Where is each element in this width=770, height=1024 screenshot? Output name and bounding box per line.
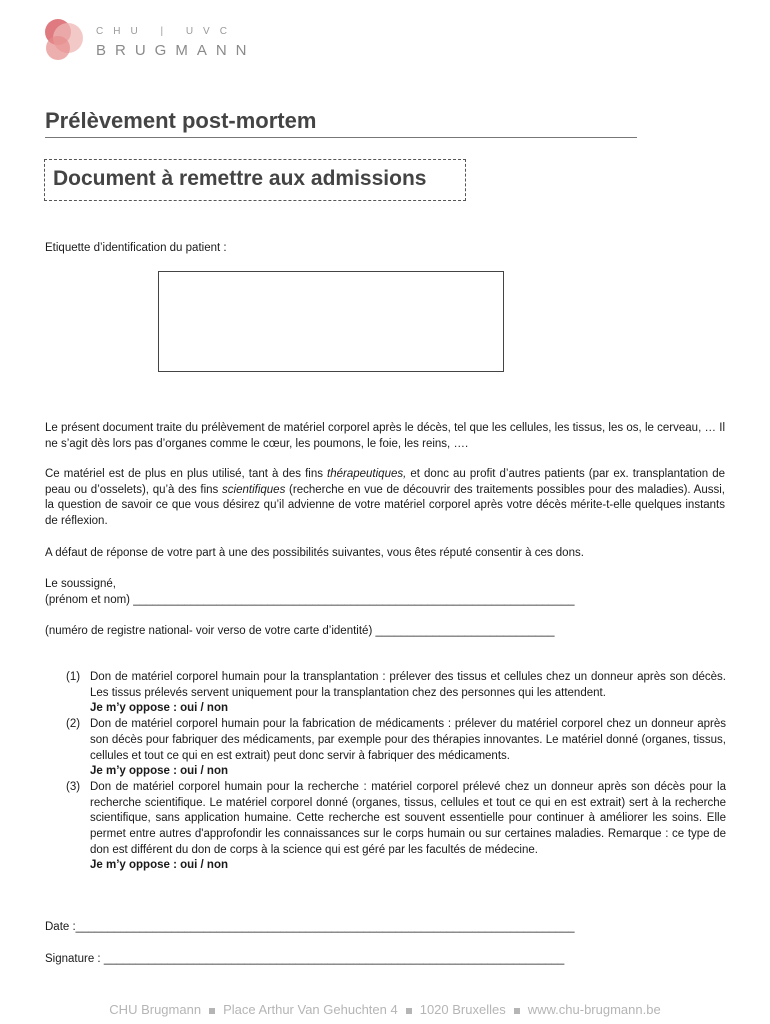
footer-city: 1020 Bruxelles [419,1002,506,1017]
logo-circles-icon [44,16,84,64]
usage-text-a: Ce matériel est de plus en plus utilisé, tant à des fins [45,468,328,480]
donation-options-list [66,670,726,874]
list-item [66,780,726,874]
usage-emphasis-scientific: scientifiques [222,483,286,496]
logo-text-chu-uvc: CHU | UVC [96,26,237,37]
footer [0,1002,770,1017]
oppose-choice[interactable]: Je m’y oppose : oui / non [90,859,229,872]
logo-text-brugmann: BRUGMANN [96,42,256,59]
date-field-line[interactable]: Date :______________________________________________________________________________ [45,921,575,933]
list-item-number: (3) [66,780,81,793]
list-item [66,717,726,780]
oppose-choice[interactable]: Je m’y oppose : oui / non [90,765,229,778]
list-item-text: Don de matériel corporel humain pour la transplantation : prélever des tissus et cellules chez un donneur après son décès. Les tissus prélevés servent uniquement pour la transplantation chez des personnes qui les attendent. [90,671,726,699]
patient-sticker-box [158,271,504,372]
square-bullet-icon [209,1008,215,1014]
title-divider [45,137,637,138]
signature-field-line[interactable]: Signature : ________________________________________________________________________ [45,953,565,965]
page-title: Prélèvement post-mortem [45,108,317,133]
default-consent-paragraph: A défaut de réponse de votre part à une des possibilités suivantes, vous êtes réputé consentir à ces dons. [45,547,584,559]
list-item-text: Don de matériel corporel humain pour la recherche : matériel corporel prélevé chez un donneur après son décès pour la recherche scientifique. Le matériel corporel donné (organes, tissus, cellules et tout ce qui en est extrait) sert à la recherche scientifique, sans application humaine. Cette recherche est souvent essentielle pour continuer à améliorer les soins. Elle permet entre autres d'approfondir les connaissances sur le corps humain ou sur certaines maladies. Remarque : ce type de don est différent du don de corps à la science qui est géré par les facultés de médecine. [90,780,726,856]
oppose-choice[interactable]: Je m’y oppose : oui / non [90,702,229,715]
list-item-number: (2) [66,718,81,731]
footer-org: CHU Brugmann [109,1002,202,1017]
list-item-text: Don de matériel corporel humain pour la fabrication de médicaments : prélever du matériel corporel chez un donneur après son décès pour fabriquer des médicaments, par exemple pour des thérapies innovantes. Le matériel donné (organes, tissus, cellules et tout ce qui en est extrait) peut donc servir à fabriquer des médicaments. [90,718,726,762]
square-bullet-icon [514,1008,520,1014]
usage-emphasis-therapeutic: thérapeutiques, [327,468,407,480]
footer-address: Place Arthur Van Gehuchten 4 [223,1002,398,1017]
national-register-field-line[interactable]: (numéro de registre national- voir verso de votre carte d’identité) ____________________________ [45,625,555,637]
list-item [66,670,726,717]
square-bullet-icon [406,1008,412,1014]
usage-text-c: (recherche en vue de découvrir des traitements possibles pour des maladies). Aussi, la question de savoir ce que vous désirez qu’il advienne de votre matériel corporel après votre décès mérite-t-elle quelques instants de réflexion. [45,483,725,528]
footer-website-link[interactable]: www.chu-brugmann.be [527,1002,661,1017]
document-subtitle-box [44,159,466,201]
intro-paragraph: Le présent document traite du prélèvement de matériel corporel après le décès, tel que les cellules, les tissus, les os, le cerveau, … Il ne s’agit dès lors pas d’organes comme le cœur, les poumons, le foie, les reins, …. [45,422,725,450]
document-subtitle: Document à remettre aux admissions [53,167,427,190]
name-field-line[interactable]: (prénom et nom) _____________________________________________________________________ [45,594,575,606]
patient-label: Etiquette d’identification du patient : [45,242,227,254]
chu-brugmann-logo [44,16,274,64]
usage-text-b: et donc au profit d’autres patients (par ex. transplantation de peau ou d’osselets), qu’à des fins [45,468,726,496]
undersigned-label: Le soussigné, [45,578,116,590]
usage-paragraph [45,467,725,530]
list-item-number: (1) [66,671,81,683]
